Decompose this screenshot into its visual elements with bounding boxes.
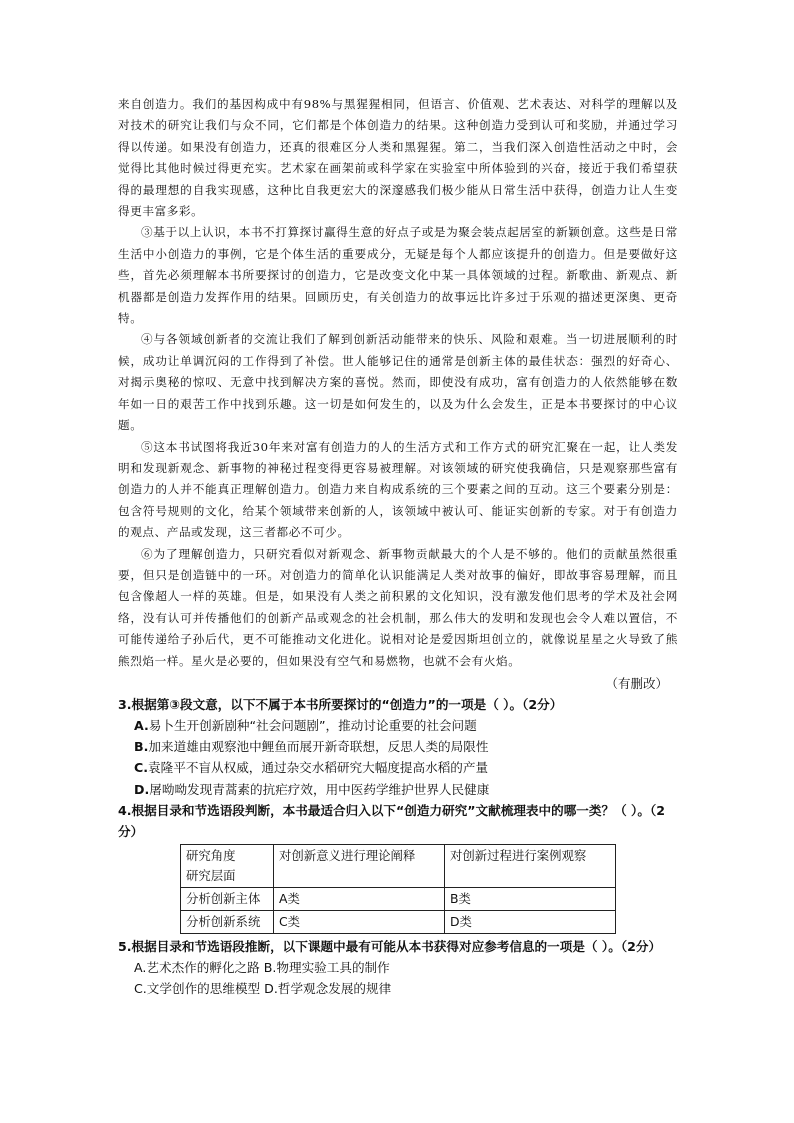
- table-row: [181, 887, 616, 910]
- passage-paragraph-6: ⑥为了理解创造力，只研究看似对新观念、新事物贡献最大的个人是不够的。他们的贡献虽然很重要，但只是创造链中的一环。对创造力的简单化认识能满足人类对故事的偏好，即故事容易理解，而且包含像超人一样的英雄。但是，如果没有人类之前积累的文化知识，没有激发他们思考的学术及社会网络，没有认可并传播他们的创新产品或观念的社会机制，那么伟大的发明和发现也会令人难以置信，不可能传递给子孙后代，更不可能推动文化进化。说相对论是爱因斯坦创立的，就像说星星之火导致了熊熊烈焰一样。星火是必要的，但如果没有空气和易燃物，也就不会有火焰。: [118, 546, 678, 668]
- question-4-text: 4.根据目录和节选语段判断，本书最适合归入以下“创造力研究”文献梳理表中的哪一类？（ ）。（2分）: [118, 802, 665, 839]
- question-3-stem: [118, 694, 678, 715]
- question-3-text: 3.根据第③段文意，以下不属于本书所要探讨的“创造力”的一项是（ ）。（2分）: [118, 696, 563, 712]
- corner-label-level: 研究层面: [186, 867, 236, 883]
- question-3-option-b: [118, 736, 678, 757]
- source-note: （有删改）: [605, 675, 668, 691]
- table-row-label: 分析创新主体: [181, 887, 274, 910]
- table-cell: B类: [445, 887, 616, 910]
- corner-label-angle: 研究角度: [186, 847, 236, 863]
- question-3-option-c: [118, 757, 678, 778]
- table-cell: C类: [274, 910, 445, 933]
- question-5-options-line-2: C.文学创作的思维模型 D.哲学观念发展的规律: [134, 980, 392, 996]
- question-5-stem: [118, 936, 678, 957]
- passage-paragraph-5: ⑤这本书试图将我近30年来对富有创造力的人的生活方式和工作方式的研究汇聚在一起，让人类发明和发现新观念、新事物的神秘过程变得更容易被理解。对该领域的研究使我确信，只是观察那些富有创造力的人并不能真正理解创造力。创造力来自构成系统的三个要素之间的互动。这三个要素分别是：包含符号规则的文化，给某个领域带来创新的人，该领域中被认可、能证实创新的专家。对于有创造力的观点、产品或发现，这三者都必不可少。: [118, 439, 678, 540]
- question-3-option-d: [118, 779, 678, 800]
- classification-table: [180, 844, 616, 934]
- question-5-text: 5.根据目录和节选语段推断，以下课题中最有可能从本书获得对应参考信息的一项是（ ）。（2分）: [118, 938, 662, 954]
- question-4-stem: [118, 800, 678, 842]
- option-text: 袁隆平不盲从权威，通过杂交水稻研究大幅度提高水稻的产量: [148, 760, 489, 776]
- option-letter: D.: [134, 781, 150, 797]
- option-text: 屠呦呦发现青蒿素的抗疟疗效，用中医药学维护世界人民健康: [149, 781, 490, 797]
- table-corner-cell: [181, 844, 274, 887]
- table-header-theory: 对创新意义进行理论阐释: [274, 844, 445, 887]
- table-header-case: 对创新过程进行案例观察: [445, 844, 616, 887]
- table-cell: D类: [445, 910, 616, 933]
- option-letter: C.: [134, 760, 149, 776]
- question-5-options-line-1: A.艺术杰作的孵化之路 B.物理实验工具的制作: [134, 959, 390, 975]
- option-text: 易卜生开创新剧种“社会问题剧”，推动讨论重要的社会问题: [148, 717, 477, 733]
- passage-paragraph-4: ④与各领域创新者的交流让我们了解到创新活动能带来的快乐、风险和艰难。当一切进展顺利的时候，成功让单调沉闷的工作得到了补偿。世人能够记住的通常是创新主体的最佳状态：强烈的好奇心、对揭示奥秘的惊叹、无意中找到解决方案的喜悦。然而，即使没有成功，富有创造力的人依然能够在数年如一日的艰苦工作中找到乐趣。这一切是如何发生的，以及为什么会发生，正是本书要探讨的中心议题。: [118, 332, 678, 433]
- passage-paragraph-3: ③基于以上认识，本书不打算探讨赢得生意的好点子或是为聚会装点起居室的新颖创意。这些是日常生活中小创造力的事例，它是个体生活的重要成分，无疑是每个人都应该提升的创造力。但是要做好这些，首先必须理解本书所要探讨的创造力，它是改变文化中某一具体领域的过程。新歌曲、新观点、新机器都是创造力发挥作用的结果。回顾历史，有关创造力的故事远比许多过于乐观的描述更深奥、更奇特。: [118, 225, 678, 326]
- document-page: [118, 94, 678, 999]
- table-header-row: [181, 844, 616, 887]
- table-row-label: 分析创新系统: [181, 910, 274, 933]
- option-letter: A.: [134, 717, 149, 733]
- question-3-option-a: [118, 715, 678, 736]
- option-letter: B.: [134, 739, 149, 755]
- option-text: 加来道雄由观察池中鲤鱼而展开新奇联想，反思人类的局限性: [148, 739, 489, 755]
- table-cell: A类: [274, 887, 445, 910]
- passage-paragraph-intro: 来自创造力。我们的基因构成中有98%与黑猩猩相同，但语言、价值观、艺术表达、对科学的理解以及对技术的研究让我们与众不同，它们都是个体创造力的结果。这种创造力受到认可和奖励，并通过学习得以传递。如果没有创造力，还真的很难区分人类和黑猩猩。第二，当我们深入创造性活动之中时，会觉得比其他时候过得更充实。艺术家在画架前或科学家在实验室中所体验到的兴奋，接近于我们希望获得的最理想的自我实现感，这种比自我更宏大的深邃感我们极少能从日常生活中获得，创造力让人生变得更丰富多彩。: [118, 97, 678, 219]
- table-row: [181, 910, 616, 933]
